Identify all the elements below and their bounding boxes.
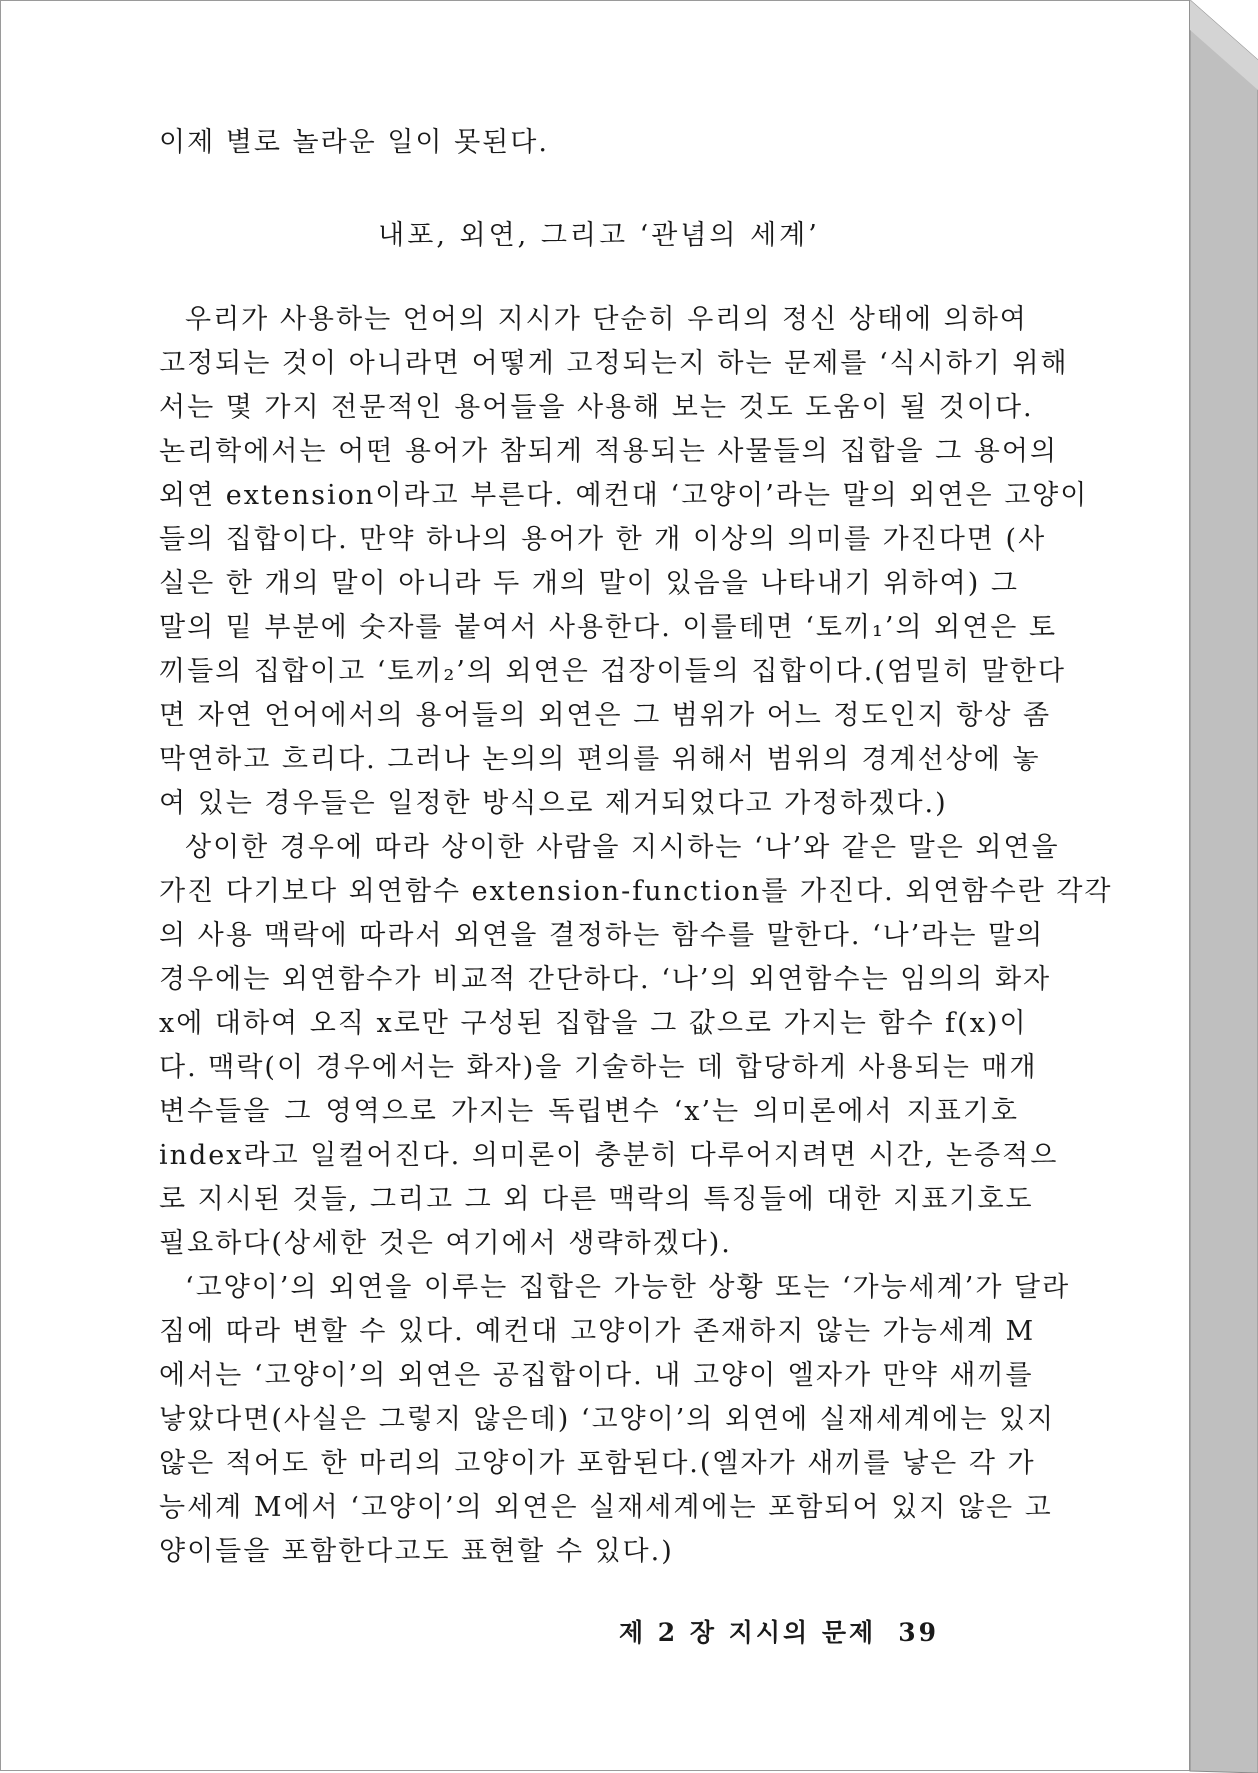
text-line: 않은 적어도 한 마리의 고양이가 포함된다.(엘자가 새끼를 낳은 각 가 <box>159 1448 1036 1479</box>
page-footer <box>619 1613 939 1649</box>
text-line: 짐에 따라 변할 수 있다. 예컨대 고양이가 존재하지 않는 가능세계 M <box>159 1316 1036 1347</box>
text-line: 막연하고 흐리다. 그러나 논의의 편의를 위해서 범위의 경계선상에 놓 <box>159 744 1041 775</box>
opening-line: 이제 별로 놀라운 일이 못된다. <box>159 127 549 158</box>
text-line: 끼들의 집합이고 ‘토끼₂’의 외연은 겁장이들의 집합이다.(엄밀히 말한다 <box>159 656 1066 687</box>
text-line: 말의 밑 부분에 숫자를 붙여서 사용한다. 이를테면 ‘토끼₁’의 외연은 토 <box>159 612 1058 643</box>
text-line: 다. 맥락(이 경우에서는 화자)을 기술하는 데 합당하게 사용되는 매개 <box>159 1052 1038 1083</box>
text-line: 낳았다면(사실은 그렇지 않은데) ‘고양이’의 외연에 실재세계에는 있지 <box>159 1404 1056 1435</box>
text-line: 서는 몇 가지 전문적인 용어들을 사용해 보는 것도 도움이 될 것이다. <box>159 392 1034 423</box>
text-line: 의 사용 맥락에 따라서 외연을 결정하는 함수를 말한다. ‘나’라는 말의 <box>159 920 1045 951</box>
text-line: 양이들을 포함한다고도 표현할 수 있다.) <box>159 1536 674 1567</box>
page-number: 39 <box>898 1618 939 1647</box>
text-line: 필요하다(상세한 것은 여기에서 생략하겠다). <box>159 1228 732 1259</box>
paragraph-1 <box>159 298 1089 826</box>
chapter-title: 제 2 장 지시의 문제 <box>618 1618 877 1647</box>
text-line: 능세계 M에서 ‘고양이’의 외연은 실재세계에는 포함되어 있지 않은 고 <box>159 1492 1053 1523</box>
paragraph-3 <box>159 1266 1071 1574</box>
text-line: 로 지시된 것들, 그리고 그 외 다른 맥락의 특징들에 대한 지표기호도 <box>159 1184 1034 1215</box>
text-line: 실은 한 개의 말이 아니라 두 개의 말이 있음을 나타내기 위하여) 그 <box>159 568 1019 599</box>
text-line: 여 있는 경우들은 일정한 방식으로 제거되었다고 가정하겠다.) <box>159 788 948 819</box>
section-heading: 내포, 외연, 그리고 ‘관념의 세계’ <box>378 220 820 251</box>
text-line: index라고 일컬어진다. 의미론이 충분히 다루어지려면 시간, 논증적으 <box>159 1140 1059 1171</box>
text-line: 변수들을 그 영역으로 가지는 독립변수 ‘x’는 의미론에서 지표기호 <box>159 1096 1019 1127</box>
paragraph-2 <box>159 826 1113 1266</box>
page-content <box>159 121 1113 1574</box>
text-line: 외연 extension이라고 부른다. 예컨대 ‘고양이’라는 말의 외연은 고양이 <box>159 480 1089 511</box>
text-line: 상이한 경우에 따라 상이한 사람을 지시하는 ‘나’와 같은 말은 외연을 <box>185 832 1060 863</box>
text-line: 에서는 ‘고양이’의 외연은 공집합이다. 내 고양이 엘자가 만약 새끼를 <box>159 1360 1034 1391</box>
text-line: 면 자연 언어에서의 용어들의 외연은 그 범위가 어느 정도인지 항상 좀 <box>159 700 1052 731</box>
text-line: 우리가 사용하는 언어의 지시가 단순히 우리의 정신 상태에 의하여 <box>185 304 1028 335</box>
text-line: 고정되는 것이 아니라면 어떻게 고정되는지 하는 문제를 ‘식시하기 위해 <box>159 348 1069 379</box>
text-line: 들의 집합이다. 만약 하나의 용어가 한 개 이상의 의미를 가진다면 (사 <box>159 524 1047 555</box>
text-line: ‘고양이’의 외연을 이루는 집합은 가능한 상황 또는 ‘가능세계’가 달라 <box>185 1272 1071 1303</box>
text-line: 경우에는 외연함수가 비교적 간단하다. ‘나’의 외연함수는 임의의 화자 <box>159 964 1052 995</box>
text-line: x에 대하여 오직 x로만 구성된 집합을 그 값으로 가지는 함수 f(x)이 <box>159 1008 1028 1039</box>
text-line: 논리학에서는 어떤 용어가 참되게 적용되는 사물들의 집합을 그 용어의 <box>159 436 1059 467</box>
text-line: 가진 다기보다 외연함수 extension-function를 가진다. 외연함수란 각각 <box>159 876 1113 907</box>
